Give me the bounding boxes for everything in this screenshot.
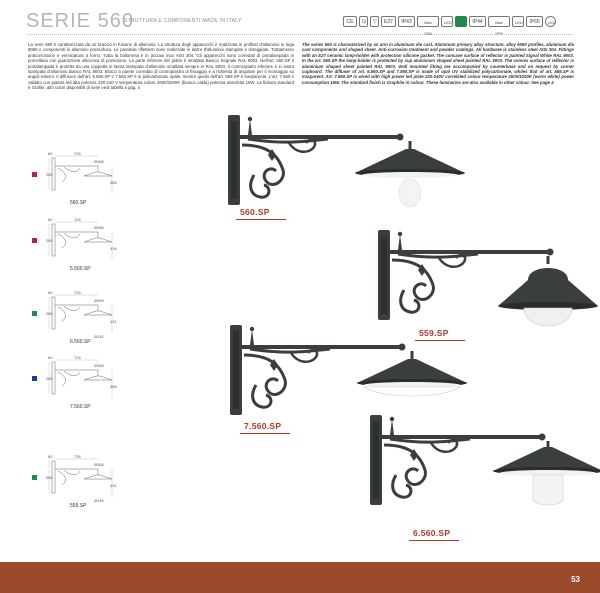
dimension-label: 431: [110, 319, 117, 324]
dimension-label: 280: [46, 172, 53, 177]
dimension-label: 385: [110, 180, 117, 185]
product-label-7560sp: 7.560.SP: [244, 421, 282, 431]
header-divider: [28, 34, 573, 35]
dimension-label: 726: [74, 454, 81, 459]
dimension-label: 60: [48, 355, 53, 360]
finish-swatch: [32, 475, 37, 480]
dimension-label: 726: [74, 217, 81, 222]
dimension-label: 60: [48, 454, 53, 459]
product-560sp-image: [228, 115, 465, 207]
ce-mark-icon: CE: [343, 16, 357, 27]
max-watt-icon-2: Max 15W: [488, 16, 510, 27]
ip65-icon: IP65: [526, 16, 543, 27]
color-swatch-icon: [455, 16, 467, 27]
drawing-code: 7.560.SP: [70, 404, 91, 410]
drawing-code: 559.SP: [70, 503, 87, 509]
certification-icons: [343, 16, 556, 36]
label-rule: [236, 219, 286, 220]
drawing-code: 6.560.SP: [70, 339, 91, 345]
dimension-label: 60: [48, 151, 53, 156]
dimension-label: 280: [46, 238, 53, 243]
lamp-base-icon: E27: [381, 16, 396, 27]
dimension-label: Ø365: [94, 298, 104, 303]
made-in-italy: MADE IN ITALY: [202, 18, 242, 24]
dimension-drawing: [46, 152, 116, 204]
product-label-559sp: 559.SP: [419, 328, 449, 338]
product-label-560sp: 560.SP: [240, 207, 270, 217]
flammability-icon: ▽: [370, 16, 379, 27]
led-icon-2: LED: [512, 16, 524, 27]
page-number: 53: [571, 575, 580, 584]
product-559sp-image: [378, 230, 598, 326]
series-title: SERIE 560: [26, 10, 134, 32]
finish-swatch: [32, 238, 37, 243]
label-rule: [240, 433, 290, 434]
description-english: The series 560 is characterized by an arm in aluminum die cast. Aluminum primary alloy structure, alloy 6060 profiles, aluminum die cast components and shaped sheet. Anti-corrosion treatment and powder coatings. All hardware is stainless steel AISI 304. Fittings with an E27 ceramic lamp-holder with protection silicone gasket. The concave surface of reflector is painted Signal White RAL 9003. In the art. 560.SP the lamp-holder is protected by cup aluminium shaped sheet painted RAL 9003. The convex surface of reflector is aluminium shaped sheet painted RAL 9003. Wall mounted fitting are accompanied by counterbase and on request by corner cupboard. The diffuser of art. 6.560.SP and 7.560.SP is made of opal UV stabilized polycarbonate, whiles that of art. 559.SP is trasparent. Art. 7.560.SP is wired with high power led plate 220-240V correlated colour temperature 2600/3200K (warm white) power consumption 16W. The standard finish is Graphite in colour. These luminaries are also available in other colour. See page 4: [302, 42, 574, 85]
led-icon: LED: [441, 16, 453, 27]
dimension-label: 726: [74, 151, 81, 156]
dimension-label: 280: [46, 475, 53, 480]
label-rule: [415, 340, 465, 341]
product-photos: [190, 110, 590, 560]
dimension-label: Ø365: [94, 462, 104, 467]
dimension-label: 385: [110, 384, 117, 389]
dimension-label: Ø365: [94, 159, 104, 164]
dimension-label: Ø140: [94, 498, 104, 503]
dimension-drawing: [46, 455, 116, 507]
led-icon-3: LED: [545, 16, 556, 27]
dimension-label: 280: [46, 376, 53, 381]
max-watt-icon: Max 15W: [417, 16, 439, 27]
dimension-drawing: [46, 356, 116, 408]
finish-swatch: [32, 172, 37, 177]
dimension-label: Ø365: [94, 363, 104, 368]
dimension-label: 416: [110, 246, 117, 251]
product-6560sp-image: [370, 415, 600, 505]
subtitle-text: STRUTTURA E COMPONENTI: [124, 18, 201, 24]
dimension-drawing: [46, 291, 116, 343]
dimension-label: Ø110: [94, 334, 104, 339]
finish-swatch: [32, 311, 37, 316]
dimension-label: 60: [48, 290, 53, 295]
ip44-icon: IP44: [469, 16, 486, 27]
series-subtitle: [124, 18, 242, 24]
dimension-label: 280: [46, 311, 53, 316]
dimension-label: 431: [110, 483, 117, 488]
dimension-label: 60: [48, 217, 53, 222]
drawing-code: 560.SP: [70, 200, 87, 206]
label-rule: [409, 540, 459, 541]
dimension-label: Ø365: [94, 225, 104, 230]
product-label-6560sp: 6.560.SP: [413, 528, 451, 538]
class-insulation-icon: ⊡: [359, 16, 368, 27]
description-italian: La serie 560 è caratterizzata da un braccio in fusione di alluminio. La struttura degli apparecchi è realizzata in profilati d'alluminio in lega 6060 e componenti in alluminio pressofuso. Le parabole riflettenti sono realizzate in lastre d'alluminio stampate e tinteggiate. Trattamento anticorrosione e verniciatura a forno. Tutta la bulloneria è in acciaio inox AISI 304. Gli apparecchi sono corredati di portalampada in porcellana con guarnizione siliconica di protezione. La parte inferiore del piatto è smaltata Bianco Segnale RAL 9003. Nell'art. 560.SP il portalampada è protetto da una coppetta in lastra stampata d'alluminio smaltata sempre in RAL 9003. Il controspiatto inferiore è in lastra stampata d'alluminio bianco RAL 9003. Bracci a parete corredati di contropiastra di fissaggio e a richiesta di angolare per il montaggio su angoli esterni. Il diffusore dell'art. 6.560.SP e 7.560.SP è in policarbonato opale, mentre quello dell'art. 559.SP è trasparente. L'art. 7.560 è cablato con piastra led alta potenza 220-240 V temperatura colore 2600/3200K (bianca calda) potenza assorbita 16W. La finitura standard è Grafite, altri colori disponibili di serie vedi tabella a pag. 4: [28, 42, 294, 91]
drawing-code: 5.560.SP: [70, 266, 91, 272]
dimension-label: 726: [74, 290, 81, 295]
product-7560sp-image: [230, 325, 467, 415]
finish-swatch: [32, 376, 37, 381]
dimension-drawing: [46, 218, 116, 270]
dimension-label: 726: [74, 355, 81, 360]
ip43-icon: IP43: [398, 16, 415, 27]
footer-band: [0, 562, 600, 593]
